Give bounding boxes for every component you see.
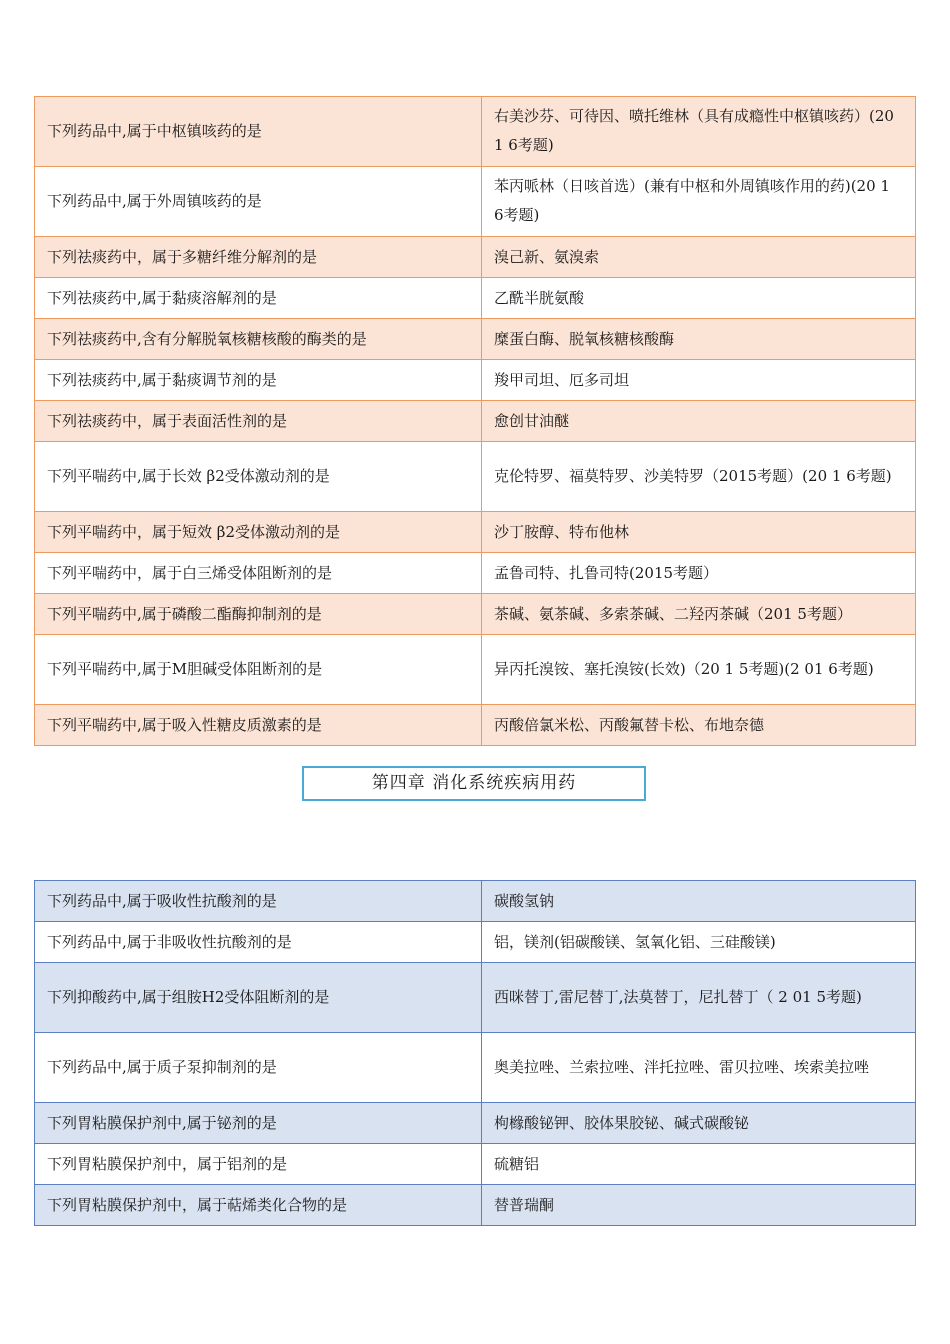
answer-cell: 替普瑞酮: [482, 1185, 916, 1226]
table-row: [35, 705, 916, 746]
question-cell: 下列祛痰药中,含有分解脱氧核糖核酸的酶类的是: [35, 319, 482, 360]
answer-cell: 硫糖铝: [482, 1144, 916, 1185]
table-row: [35, 881, 916, 922]
table-row: [35, 594, 916, 635]
answer-cell: 糜蛋白酶、脱氧核糖核酸酶: [482, 319, 916, 360]
answer-cell: 苯丙哌林（日咳首选）(兼有中枢和外周镇咳作用的药)(20 1 6考题): [482, 167, 916, 237]
question-cell: 下列平喘药中,属于磷酸二酯酶抑制剂的是: [35, 594, 482, 635]
answer-cell: 羧甲司坦、厄多司坦: [482, 360, 916, 401]
answer-cell: 奥美拉唑、兰索拉唑、泮托拉唑、雷贝拉唑、埃索美拉唑: [482, 1033, 916, 1103]
table-row: [35, 635, 916, 705]
table-row: [35, 1185, 916, 1226]
chapter-heading: 第四章 消化系统疾病用药: [302, 766, 646, 801]
question-cell: 下列抑酸药中,属于组胺H2受体阻断剂的是: [35, 963, 482, 1033]
answer-cell: 铝，镁剂(铝碳酸镁、氢氧化铝、三硅酸镁): [482, 922, 916, 963]
question-cell: 下列药品中,属于吸收性抗酸剂的是: [35, 881, 482, 922]
answer-cell: 乙酰半胱氨酸: [482, 278, 916, 319]
answer-cell: 克伦特罗、福莫特罗、沙美特罗（2015考题）(20 1 6考题): [482, 442, 916, 512]
question-cell: 下列平喘药中，属于短效 β2受体激动剂的是: [35, 512, 482, 553]
question-cell: 下列平喘药中，属于白三烯受体阻断剂的是: [35, 553, 482, 594]
question-cell: 下列平喘药中,属于M胆碱受体阻断剂的是: [35, 635, 482, 705]
answer-cell: 西咪替丁,雷尼替丁,法莫替丁，尼扎替丁（ 2 01 5考题): [482, 963, 916, 1033]
respiratory-drugs-table: [34, 96, 916, 746]
table-row: [35, 1103, 916, 1144]
table-row: [35, 553, 916, 594]
table-row: [35, 922, 916, 963]
answer-cell: 碳酸氢钠: [482, 881, 916, 922]
table-row: [35, 319, 916, 360]
table-row: [35, 360, 916, 401]
answer-cell: 愈创甘油醚: [482, 401, 916, 442]
question-cell: 下列祛痰药中，属于多糖纤维分解剂的是: [35, 237, 482, 278]
table-row: [35, 278, 916, 319]
question-cell: 下列药品中,属于外周镇咳药的是: [35, 167, 482, 237]
answer-cell: 丙酸倍氯米松、丙酸氟替卡松、布地奈德: [482, 705, 916, 746]
table-row: [35, 97, 916, 167]
question-cell: 下列祛痰药中，属于表面活性剂的是: [35, 401, 482, 442]
question-cell: 下列药品中,属于非吸收性抗酸剂的是: [35, 922, 482, 963]
question-cell: 下列胃粘膜保护剂中，属于萜烯类化合物的是: [35, 1185, 482, 1226]
table-row: [35, 512, 916, 553]
table-row: [35, 237, 916, 278]
answer-cell: 沙丁胺醇、特布他林: [482, 512, 916, 553]
table-row: [35, 1033, 916, 1103]
answer-cell: 右美沙芬、可待因、喷托维林（具有成瘾性中枢镇咳药）(20 1 6考题): [482, 97, 916, 167]
question-cell: 下列胃粘膜保护剂中，属于铝剂的是: [35, 1144, 482, 1185]
question-cell: 下列平喘药中,属于吸入性糖皮质激素的是: [35, 705, 482, 746]
question-cell: 下列药品中,属于中枢镇咳药的是: [35, 97, 482, 167]
answer-cell: 孟鲁司特、扎鲁司特(2015考题）: [482, 553, 916, 594]
question-cell: 下列药品中,属于质子泵抑制剂的是: [35, 1033, 482, 1103]
table-row: [35, 167, 916, 237]
table-row: [35, 1144, 916, 1185]
question-cell: 下列胃粘膜保护剂中,属于铋剂的是: [35, 1103, 482, 1144]
table-row: [35, 442, 916, 512]
digestive-drugs-table: [34, 880, 916, 1226]
answer-cell: 茶碱、氨茶碱、多索茶碱、二羟丙茶碱（201 5考题）: [482, 594, 916, 635]
question-cell: 下列祛痰药中,属于黏痰溶解剂的是: [35, 278, 482, 319]
answer-cell: 枸橼酸铋钾、胶体果胶铋、碱式碳酸铋: [482, 1103, 916, 1144]
question-cell: 下列平喘药中,属于长效 β2受体激动剂的是: [35, 442, 482, 512]
table-row: [35, 963, 916, 1033]
answer-cell: 溴己新、氨溴索: [482, 237, 916, 278]
table-row: [35, 401, 916, 442]
question-cell: 下列祛痰药中,属于黏痰调节剂的是: [35, 360, 482, 401]
answer-cell: 异丙托溴铵、塞托溴铵(长效)（20 1 5考题)(2 01 6考题): [482, 635, 916, 705]
